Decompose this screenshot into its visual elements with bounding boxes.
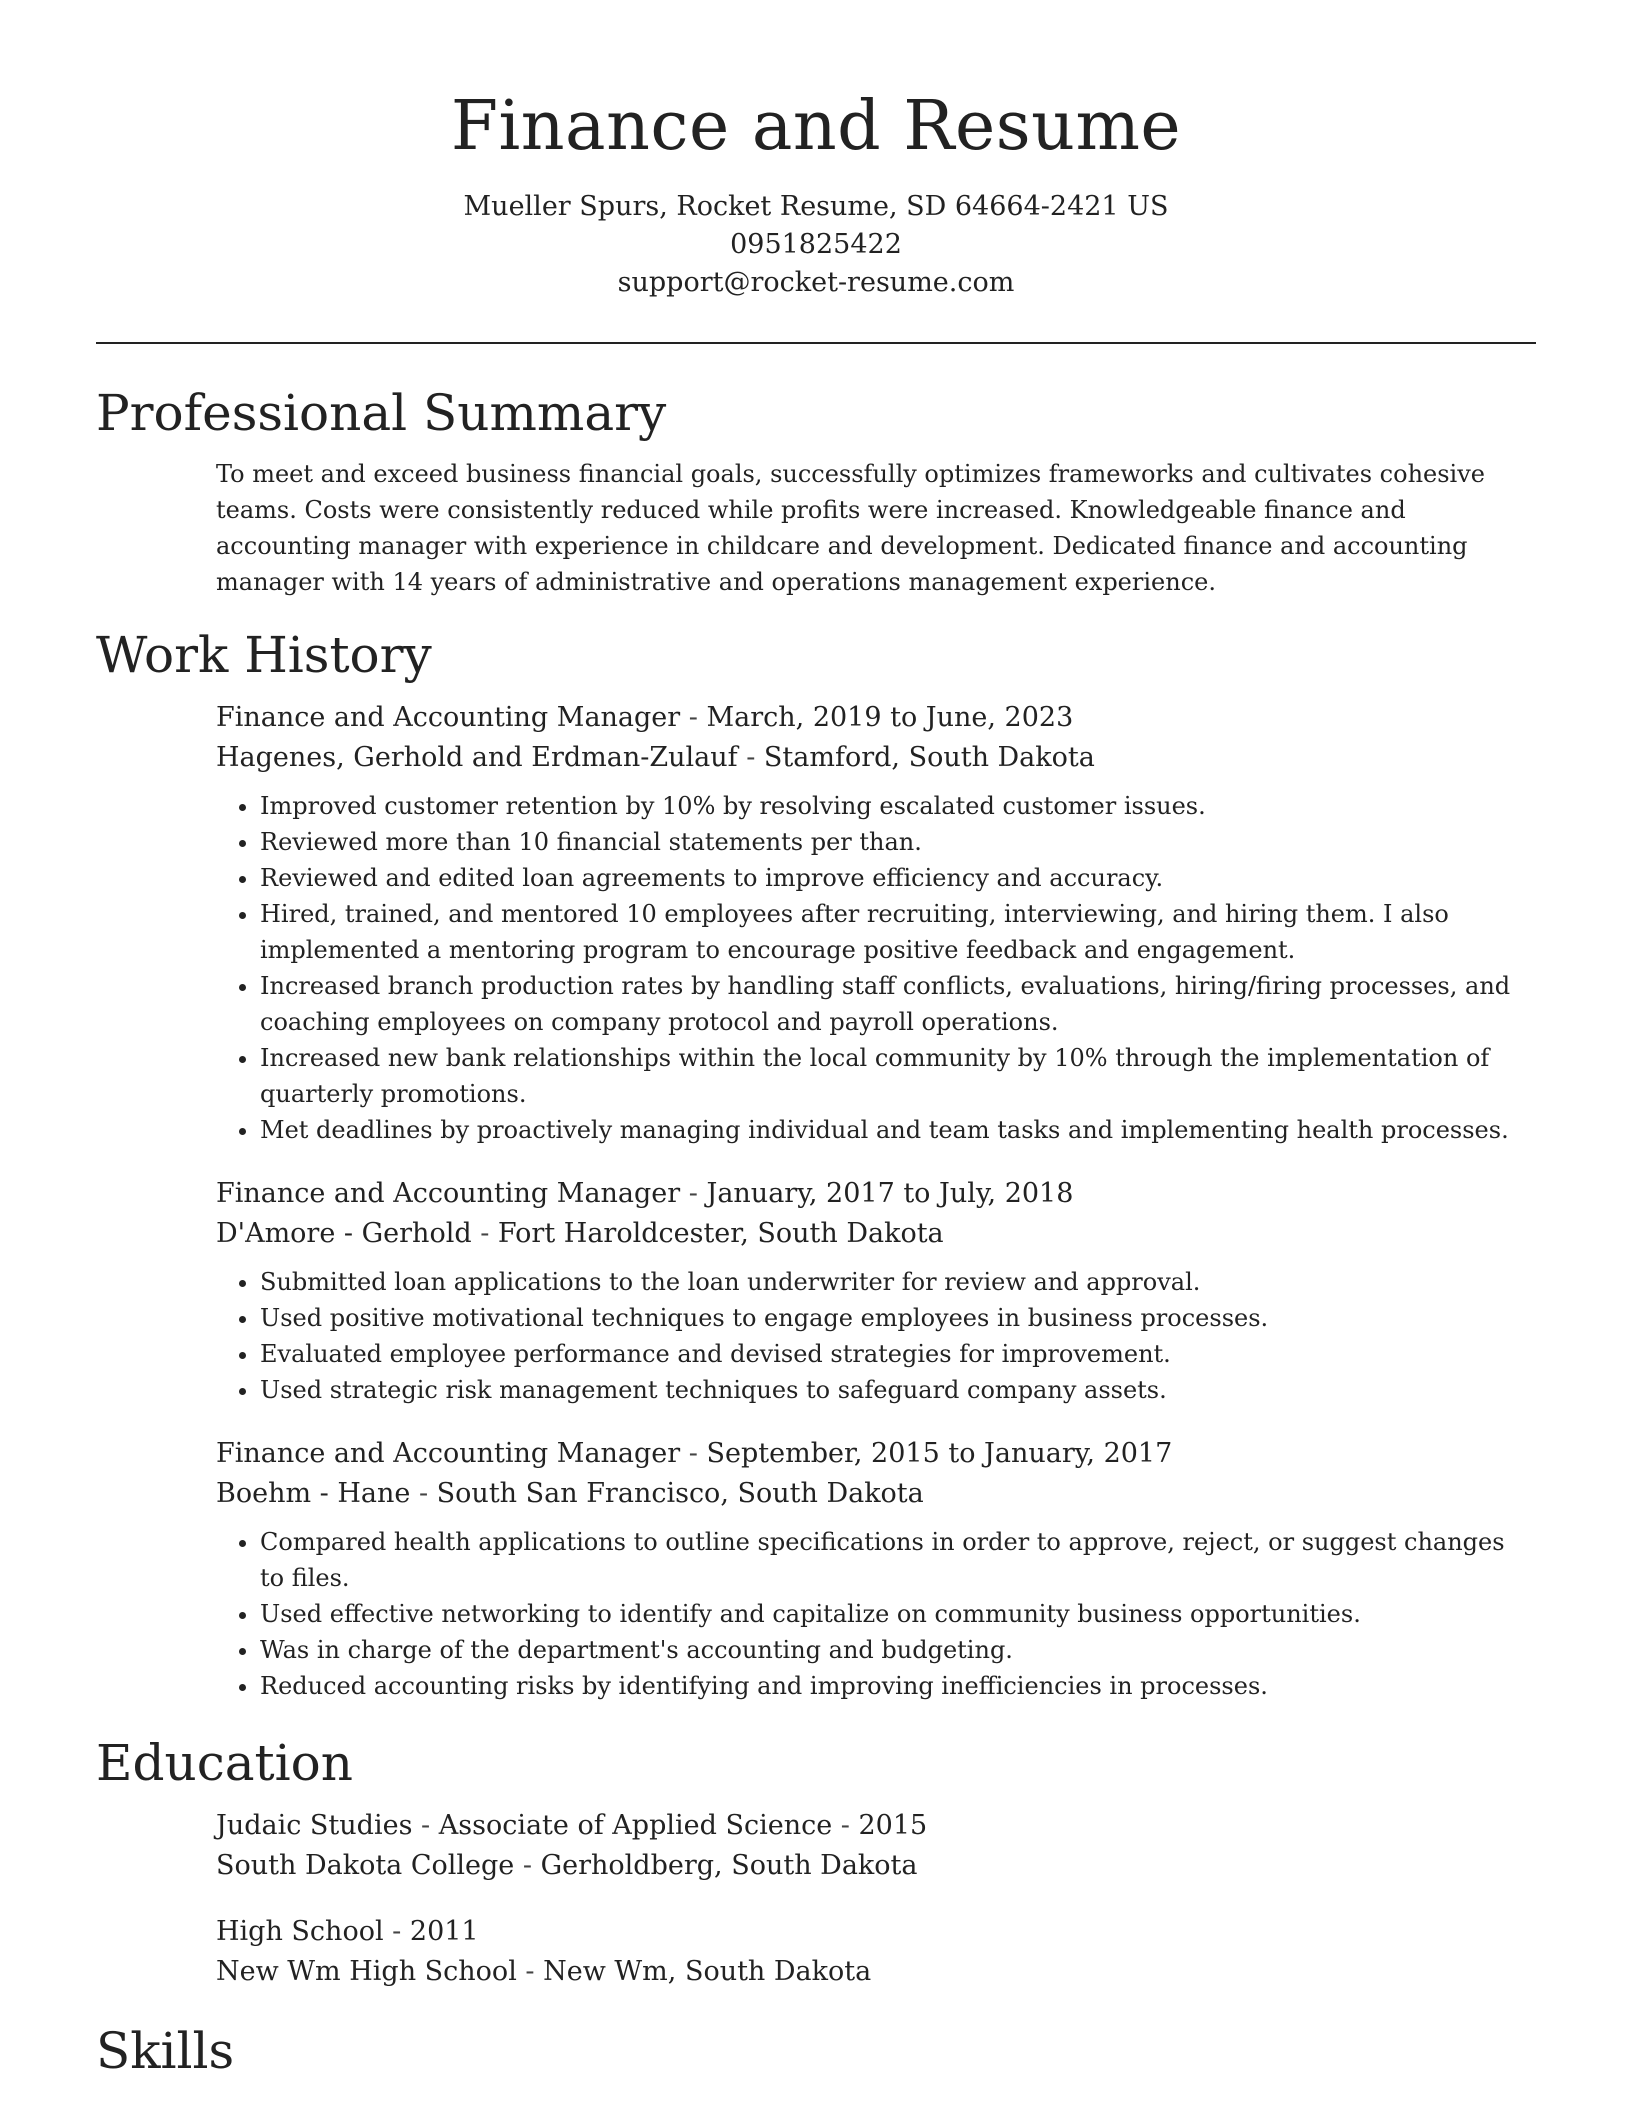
job-bullet: • Evaluated employee performance and devised strategies for improvement. — [260, 1336, 1516, 1372]
job-bullet: • Improved customer retention by 10% by resolving escalated customer issues. — [260, 788, 1516, 824]
job-bullets — [216, 1264, 1516, 1408]
job-entry — [216, 698, 1516, 1148]
job-bullet: • Reviewed and edited loan agreements to improve efficiency and accuracy. — [260, 860, 1516, 896]
education-school: South Dakota College — [216, 1850, 515, 1881]
job-bullet: • Increased new bank relationships within the local community by 10% through the implementation of quarterly promotions. — [260, 1040, 1516, 1112]
separator: - — [383, 1916, 410, 1947]
education-entry — [216, 1806, 1516, 1886]
email: support@rocket-resume.com — [617, 267, 1015, 298]
work-history-heading: Work History — [96, 626, 432, 684]
job-title-line — [216, 1434, 1516, 1474]
education-year: 2011 — [409, 1916, 479, 1947]
job-bullet: • Used effective networking to identify and capitalize on community business opportunities. — [260, 1596, 1516, 1632]
job-bullet: • Met deadlines by proactively managing individual and team tasks and implementing health processes. — [260, 1112, 1516, 1148]
job-dates: September, 2015 to January, 2017 — [706, 1438, 1173, 1469]
skills-section — [96, 2018, 1536, 2084]
job-entry — [216, 1174, 1516, 1408]
job-location: South San Francisco, South Dakota — [436, 1478, 924, 1509]
job-title: Finance and Accounting Manager — [216, 702, 681, 733]
separator: - — [516, 1956, 544, 1987]
separator: - — [680, 1438, 707, 1469]
job-company-line — [216, 1214, 1516, 1254]
skills-heading: Skills — [96, 2022, 235, 2080]
job-dates: March, 2019 to June, 2023 — [706, 702, 1074, 733]
job-title-line — [216, 698, 1516, 738]
separator: - — [412, 1810, 439, 1841]
summary-text: To meet and exceed business financial goals, successfully optimizes frameworks and cultivates cohesive teams. Costs were consistently reduced while profits were increased. Knowledgeable finance and accounting manager with experience in childcare and development. Dedicated finance and accounting manager with 14 years of administrative and operations management experience. — [216, 460, 1485, 596]
education-degree-line — [216, 1806, 1516, 1846]
header-divider — [96, 342, 1536, 344]
separator: - — [514, 1850, 541, 1881]
job-bullet: • Used positive motivational techniques to engage employees in business processes. — [260, 1300, 1516, 1336]
job-bullet: • Used strategic risk management techniques to safeguard company assets. — [260, 1372, 1516, 1408]
education-degree: Associate of Applied Science — [438, 1810, 833, 1841]
separator: - — [832, 1810, 859, 1841]
education-school: New Wm High School — [216, 1956, 517, 1987]
phone: 0951825422 — [730, 229, 902, 260]
separator: - — [737, 742, 764, 773]
work-history-section — [96, 622, 1536, 1704]
job-entry — [216, 1434, 1516, 1704]
candidate-name: Finance and Resume — [450, 87, 1182, 166]
job-company-line — [216, 1474, 1516, 1514]
job-location: Fort Haroldcester, South Dakota — [497, 1218, 944, 1249]
job-bullet: • Submitted loan applications to the loan underwriter for review and approval. — [260, 1264, 1516, 1300]
resume-body — [96, 380, 1536, 2094]
job-bullet: • Increased branch production rates by handling staff conflicts, evaluations, hiring/firing processes, and coaching employees on company protocol and payroll operations. — [260, 968, 1516, 1040]
separator: - — [410, 1478, 437, 1509]
job-bullet: • Was in charge of the department's accounting and budgeting. — [260, 1632, 1516, 1668]
education-location: New Wm, South Dakota — [543, 1956, 872, 1987]
job-title: Finance and Accounting Manager — [216, 1438, 681, 1469]
separator: - — [471, 1218, 498, 1249]
education-field: High School — [216, 1916, 384, 1947]
job-location: Stamford, South Dakota — [763, 742, 1095, 773]
separator: - — [680, 1178, 707, 1209]
education-field: Judaic Studies — [216, 1810, 413, 1841]
job-company-line — [216, 738, 1516, 778]
education-entry — [216, 1912, 1516, 1992]
job-bullet: • Hired, trained, and mentored 10 employees after recruiting, interviewing, and hiring them. I also implemented a mentoring program to encourage positive feedback and engagement. — [260, 896, 1516, 968]
job-company: D'Amore - Gerhold — [216, 1218, 472, 1249]
job-company: Boehm - Hane — [216, 1478, 411, 1509]
separator: - — [680, 702, 707, 733]
education-location: Gerholdberg, South Dakota — [540, 1850, 918, 1881]
education-heading: Education — [96, 1734, 353, 1792]
job-title-line — [216, 1174, 1516, 1214]
education-section — [96, 1730, 1536, 1992]
job-bullet: • Reduced accounting risks by identifying and improving inefficiencies in processes. — [260, 1668, 1516, 1704]
education-school-line — [216, 1952, 1516, 1992]
education-school-line — [216, 1846, 1516, 1886]
address: Mueller Spurs, Rocket Resume, SD 64664-2421 US — [463, 191, 1169, 222]
job-company: Hagenes, Gerhold and Erdman-Zulauf — [216, 742, 738, 773]
summary-section — [96, 380, 1536, 600]
job-title: Finance and Accounting Manager — [216, 1178, 681, 1209]
resume-header — [0, 0, 1632, 302]
job-dates: January, 2017 to July, 2018 — [706, 1178, 1074, 1209]
job-bullets — [216, 1524, 1516, 1704]
summary-heading: Professional Summary — [96, 384, 667, 442]
job-bullet: • Compared health applications to outline specifications in order to approve, reject, or suggest changes to files. — [260, 1524, 1516, 1596]
job-list — [216, 698, 1516, 1704]
education-degree-line — [216, 1912, 1516, 1952]
education-year: 2015 — [858, 1810, 928, 1841]
education-list — [216, 1806, 1516, 1992]
job-bullets — [216, 788, 1516, 1148]
contact-info — [0, 188, 1632, 302]
job-bullet: • Reviewed more than 10 financial statements per than. — [260, 824, 1516, 860]
